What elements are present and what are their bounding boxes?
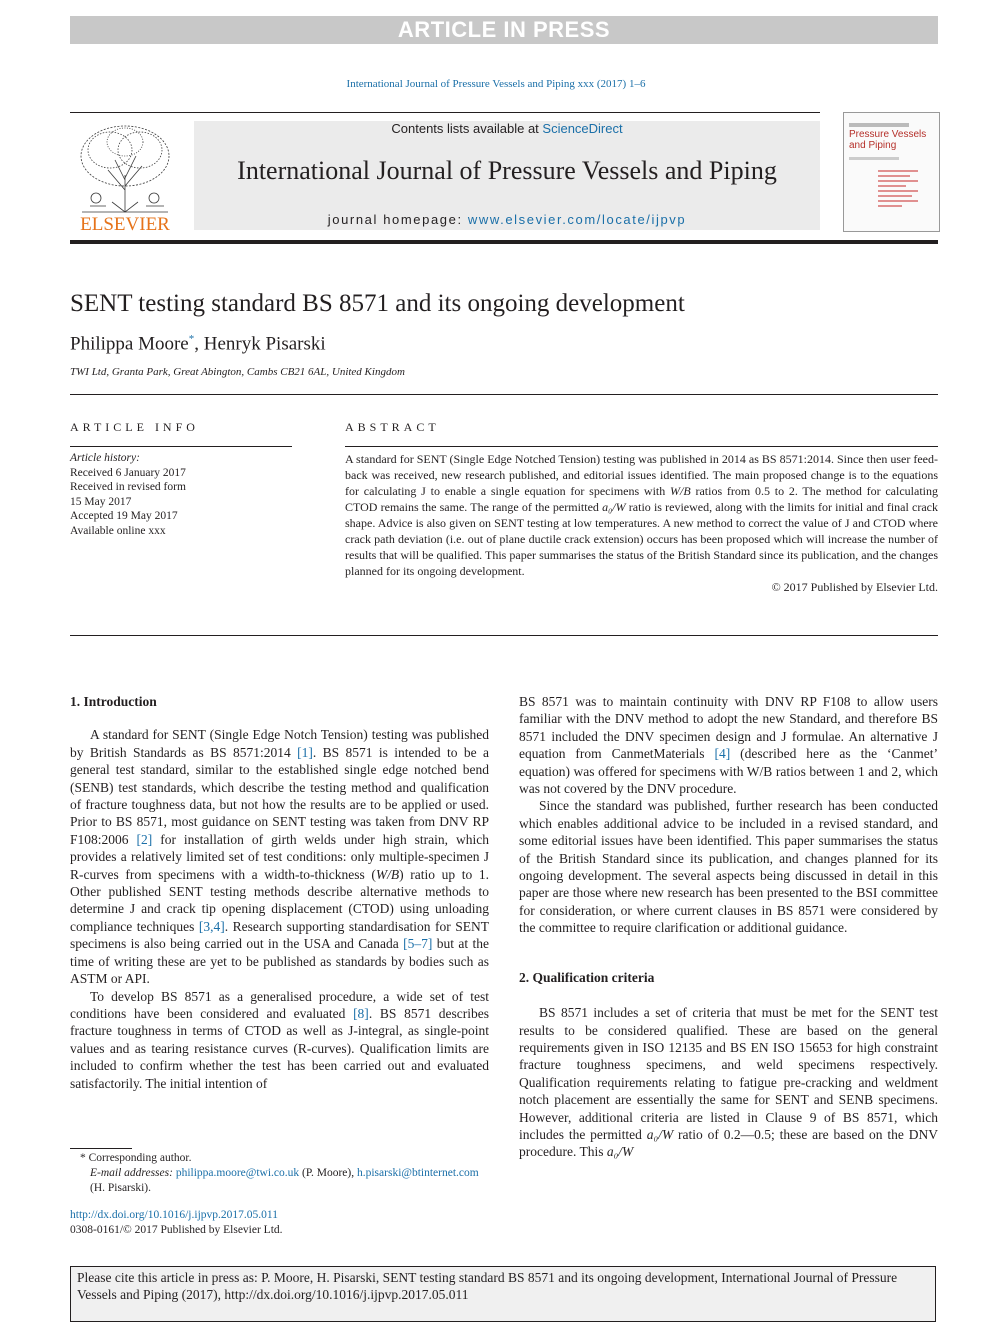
elsevier-wordmark: ELSEVIER — [80, 214, 170, 232]
email-link[interactable]: philippa.moore@twi.co.uk — [175, 1167, 300, 1179]
corresponding-author-mark[interactable]: * — [188, 333, 195, 345]
section-heading: 1. Introduction — [70, 694, 157, 709]
cover-contents-list — [878, 170, 918, 207]
citation-link[interactable]: [3,4] — [198, 918, 225, 934]
text: BS 8571 was to maintain continuity with DNV RP F108 to allow users familiar with the DNV method to adopt the new Standard, and therefore BS 8571 included the DNV specimen design and J formulae. An alternative J equation from CanmetMaterials — [519, 694, 938, 762]
sciencedirect-link[interactable]: ScienceDirect — [542, 121, 623, 136]
text: . BS 8571 is intended to be a general test standard, similar to the established single edge notched bend (SENB) test standards, which describe the testing method and qualification of fracture toughness data, but not how the results are to be applied or used. Prior to BS 8571, most guidance on SENT testing was taken from DNV RP F108:2006 — [70, 744, 489, 847]
paragraph: Since the standard was published, further research has been conducted which enables additional advice to be included in a revised standard, and some editorial issues have been identified. This paper summarises the status of the British Standard since its publication, and changes planned for its ongoing development. The several aspects being discussed in detail in this paper are those where new research has been presented to the BSI committee for consideration, or where current clauses in BS 8571 were considered by the committee to require clarification or additional guidance. — [519, 798, 938, 936]
text: . BS 8571 describes fracture toughness in terms of CTOD as well as J-integral, as single-point values and as tearing resistance curves (R-curves). Qualification limits are included to confirm whether the test has been carried out and evaluated satisfactorily. The initial intention of — [70, 1005, 490, 1091]
footnotes — [70, 1151, 489, 1238]
corresponding-author-note: * Corresponding author. — [80, 1152, 192, 1164]
abstract-symbol: W/B — [670, 484, 691, 498]
citation-link[interactable]: [1] — [297, 744, 313, 760]
email-note — [70, 1166, 489, 1196]
text: . Research supporting standardisation for SENT specimens is also being carried out in the USA and Canada — [70, 918, 490, 952]
abstract-part: ratio is reviewed, along with the limits for initial and final crack shape. Advice is also given on SENT testing at low temperatures. A new method to correct the value of J and CTOD where crack path deviation (i.e. out of plane ductile crack extension) occurs has been proposed which will increase the number of results that will be qualified. This paper summarises the status of the British Standard since its publication, and the changes planned for its ongoing development. — [345, 500, 938, 578]
email-link[interactable]: h.pisarski@btinternet.com — [356, 1167, 479, 1179]
history-label: Article history: — [70, 452, 140, 464]
history-item: Received 6 January 2017 — [70, 466, 186, 479]
journal-reference[interactable]: International Journal of Pressure Vessels and Piping xxx (2017) 1–6 — [346, 78, 646, 90]
author-list — [70, 333, 326, 355]
citation-link[interactable]: [8] — [353, 1005, 369, 1021]
text: A standard for SENT (Single Edge Notch Tension) testing was published by British Standards as BS 8571:2014 — [70, 727, 489, 760]
text: but at the time of writing these are yet to be published as standards by bodies such as ASTM or API. — [70, 936, 489, 987]
article-title: SENT testing standard BS 8571 and its ongoing development — [70, 290, 685, 317]
cover-title-line: and Piping — [849, 140, 897, 151]
footnote-rule — [70, 1148, 132, 1149]
contents-prefix: Contents lists available at — [391, 121, 543, 136]
paragraph — [70, 726, 489, 987]
doi-link[interactable]: http://dx.doi.org/10.1016/j.ijpvp.2017.05.011 — [70, 1209, 278, 1221]
header-top-rule — [70, 112, 820, 113]
cover-header-bar — [849, 123, 909, 127]
abstract-copyright: © 2017 Published by Elsevier Ltd. — [771, 580, 938, 594]
affiliation: TWI Ltd, Granta Park, Great Abington, Cambs CB21 6AL, United Kingdom — [70, 366, 405, 378]
history-item: Available online xxx — [70, 524, 166, 537]
cover-title-line: Pressure Vessels — [849, 129, 927, 140]
text: BS 8571 includes a set of criteria that must be met for the SENT test results to be considered qualified. These are based on the general requirements given in ISO 12135 and BS EN ISO 15653 for high constraint fracture toughness specimens, and weld specimens respectively. Qualification requirements relating to fatigue pre-cracking and weldment notch placement are essentially the same for SENT and SENB specimens. However, additional criteria are listed in Clause 9 of BS 8571, which includes the permitted — [519, 1005, 938, 1142]
math-symbol: W/B — [375, 866, 400, 882]
cover-title — [849, 129, 939, 151]
homepage-prefix: journal homepage: — [327, 212, 468, 227]
abstract-heading: ABSTRACT — [345, 420, 440, 434]
paragraph — [519, 693, 938, 797]
abstract-part: A standard for SENT (Single Edge Notched Tension) testing was published in 2014 as BS 8571:2014. Since then user feed-back was received, new research published, and editorial issues identified. The main proposed change is to the equations for calculating J to enable a single equation for specimens with — [345, 452, 938, 498]
text: ) ratio up to 1. Other published SENT testing methods describe alternative methods to determine J and crack tip opening displacement (CTOD) using unloading compliance techniques — [70, 866, 489, 934]
abstract-symbol: a₀/W — [602, 500, 626, 514]
text: ratio of 0.2—0.5; these are based on the DNV procedure. This — [519, 1126, 938, 1160]
article-history — [70, 451, 186, 538]
text: for installation of girth welds under high strain, which provides a relatively limited set of test conditions: only multiple-specimen J R-curves from specimens with a width-to-thickness ( — [70, 831, 489, 882]
text: (described here as the ‘Canmet’ equation) was offered for specimens with W/B ratios between 1 and 2, which was not covered by the DNV procedure. — [519, 746, 938, 797]
elsevier-logo[interactable] — [70, 120, 180, 232]
citation-box: Please cite this article in press as: P. Moore, H. Pisarski, SENT testing standard BS 8571 and its ongoing development, International Journal of Pressure Vessels and Piping (2017), http://dx.doi.org/10.1016/j.ijpvp.2017.05.011 — [70, 1266, 936, 1322]
citation-link[interactable]: [2] — [136, 831, 153, 847]
journal-cover-thumbnail[interactable] — [843, 112, 940, 232]
homepage-line — [194, 212, 820, 227]
email-label: E-mail addresses: — [90, 1167, 176, 1179]
author-name: Philippa Moore — [70, 333, 189, 355]
citation-link[interactable]: [4] — [714, 746, 731, 762]
paragraph — [70, 988, 489, 1092]
citation-link[interactable]: [5–7] — [403, 936, 433, 952]
homepage-link[interactable]: www.elsevier.com/locate/ijpvp — [467, 212, 687, 227]
elsevier-tree-icon — [70, 120, 180, 232]
cover-subline — [849, 157, 899, 160]
paragraph — [519, 1004, 938, 1161]
issn-line: 0308-0161/© 2017 Published by Elsevier Ltd. — [70, 1224, 283, 1236]
history-item: Accepted 19 May 2017 — [70, 510, 178, 522]
divider — [70, 635, 938, 636]
article-in-press-banner: ARTICLE IN PRESS — [70, 16, 938, 44]
author-name: Henryk Pisarski — [203, 333, 326, 355]
abstract-text — [345, 451, 938, 595]
abstract-part: ratios from 0.5 to 2. The method for calculating CTOD remains the same. The range of the permitted — [345, 484, 939, 514]
author-separator: , — [194, 333, 204, 355]
history-item: Received in revised form — [70, 481, 186, 493]
body-right-column — [519, 693, 938, 1161]
header-thick-rule — [70, 240, 938, 244]
body-left-column — [70, 693, 489, 1092]
email-owner: (P. Moore), — [299, 1167, 357, 1179]
text: To develop BS 8571 as a generalised procedure, a wide set of test conditions have been considered and evaluated — [70, 988, 489, 1021]
abstract-rule — [345, 446, 938, 447]
contents-line — [194, 121, 820, 136]
section-heading: 2. Qualification criteria — [519, 969, 655, 985]
journal-title: International Journal of Pressure Vessels and Piping — [237, 156, 777, 185]
math-symbol: a₀/W — [646, 1126, 674, 1142]
math-symbol: a₀/W — [606, 1144, 634, 1160]
email-owner: (H. Pisarski). — [90, 1182, 152, 1194]
divider — [70, 394, 938, 395]
article-info-rule — [70, 446, 292, 447]
history-item: 15 May 2017 — [70, 495, 132, 508]
article-info-heading: ARTICLE INFO — [70, 420, 199, 434]
